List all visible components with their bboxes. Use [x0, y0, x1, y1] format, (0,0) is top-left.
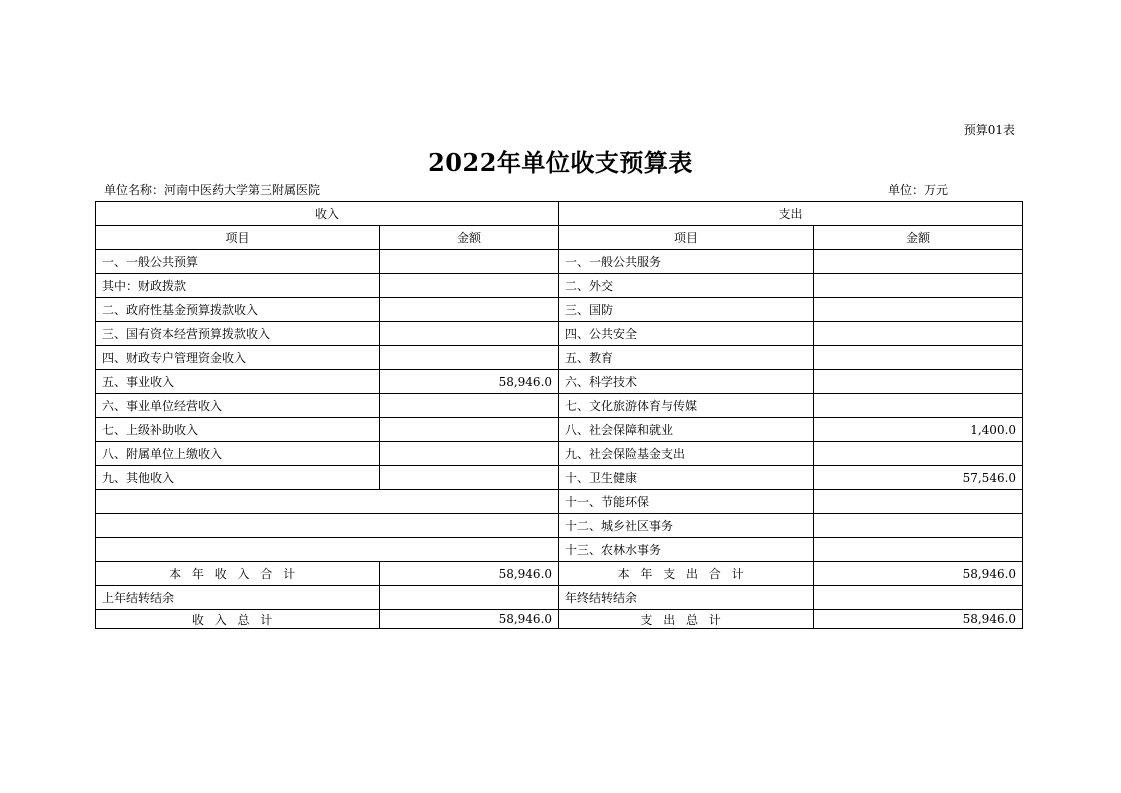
table-row — [96, 346, 1023, 370]
expense-amount — [814, 490, 1023, 514]
budget-table — [95, 201, 1023, 629]
table-row — [96, 418, 1023, 442]
income-item: 一、一般公共预算 — [96, 250, 380, 274]
carry-in-label: 上年结转结余 — [96, 586, 380, 610]
expense-amount — [814, 250, 1023, 274]
expense-amount — [814, 346, 1023, 370]
grand-total-row — [96, 610, 1023, 629]
expense-item: 九、社会保险基金支出 — [559, 442, 814, 466]
income-item: 七、上级补助收入 — [96, 418, 380, 442]
total-income: 58,946.0 — [380, 610, 559, 629]
expense-amount — [814, 370, 1023, 394]
expense-item: 一、一般公共服务 — [559, 250, 814, 274]
expense-amount — [814, 322, 1023, 346]
carry-in-amount — [380, 586, 559, 610]
income-item: 三、国有资本经营预算拨款收入 — [96, 322, 380, 346]
income-amount: 58,946.0 — [380, 370, 559, 394]
unit-name: 单位名称：河南中医药大学第三附属医院 — [104, 183, 321, 197]
table-row — [96, 466, 1023, 490]
empty-income-cell — [96, 538, 559, 562]
table-row — [96, 298, 1023, 322]
income-item: 二、政府性基金预算拨款收入 — [96, 298, 380, 322]
income-item: 四、财政专户管理资金收入 — [96, 346, 380, 370]
total-expense-label: 支出总计 — [559, 610, 814, 629]
income-amount — [380, 322, 559, 346]
income-amount — [380, 346, 559, 370]
expense-item-header: 项目 — [559, 226, 814, 250]
table-row — [96, 370, 1023, 394]
income-amount — [380, 466, 559, 490]
table-row — [96, 250, 1023, 274]
income-item: 八、附属单位上缴收入 — [96, 442, 380, 466]
expense-item: 八、社会保障和就业 — [559, 418, 814, 442]
income-amount — [380, 274, 559, 298]
expense-amount: 57,546.0 — [814, 466, 1023, 490]
expense-item: 四、公共安全 — [559, 322, 814, 346]
table-row — [96, 538, 1023, 562]
year-expense-total-label: 本年支出合计 — [559, 562, 814, 586]
expense-item: 二、外交 — [559, 274, 814, 298]
expense-item: 三、国防 — [559, 298, 814, 322]
income-item: 五、事业收入 — [96, 370, 380, 394]
expense-amount-header: 金额 — [814, 226, 1023, 250]
income-amount-header: 金额 — [380, 226, 559, 250]
table-row — [96, 274, 1023, 298]
income-amount — [380, 298, 559, 322]
expense-item: 十三、农林水事务 — [559, 538, 814, 562]
total-expense: 58,946.0 — [814, 610, 1023, 629]
income-amount — [380, 250, 559, 274]
year-total-row — [96, 562, 1023, 586]
income-item: 九、其他收入 — [96, 466, 380, 490]
expense-item: 十一、节能环保 — [559, 490, 814, 514]
table-row — [96, 394, 1023, 418]
currency-unit: 单位：万元 — [888, 183, 949, 197]
table-row — [96, 490, 1023, 514]
expense-amount — [814, 394, 1023, 418]
expense-amount — [814, 514, 1023, 538]
year-expense-total: 58,946.0 — [814, 562, 1023, 586]
expense-item: 五、教育 — [559, 346, 814, 370]
expense-amount: 1,400.0 — [814, 418, 1023, 442]
year-income-total-label: 本年收入合计 — [96, 562, 380, 586]
total-income-label: 收入总计 — [96, 610, 380, 629]
carryover-row — [96, 586, 1023, 610]
expense-amount — [814, 538, 1023, 562]
income-amount — [380, 418, 559, 442]
expense-amount — [814, 274, 1023, 298]
page-title: 2022年单位收支预算表 — [428, 148, 693, 177]
income-item: 六、事业单位经营收入 — [96, 394, 380, 418]
income-item: 其中：财政拨款 — [96, 274, 380, 298]
expense-item: 七、文化旅游体育与传媒 — [559, 394, 814, 418]
income-section-header: 收入 — [96, 202, 559, 226]
document-code: 预算01表 — [963, 123, 1015, 137]
table-row — [96, 514, 1023, 538]
expense-item: 十二、城乡社区事务 — [559, 514, 814, 538]
column-header-row — [96, 226, 1023, 250]
year-income-total: 58,946.0 — [380, 562, 559, 586]
expense-item: 十、卫生健康 — [559, 466, 814, 490]
carry-out-label: 年终结转结余 — [559, 586, 814, 610]
income-amount — [380, 442, 559, 466]
income-amount — [380, 394, 559, 418]
expense-amount — [814, 298, 1023, 322]
section-header-row — [96, 202, 1023, 226]
empty-income-cell — [96, 514, 559, 538]
expense-item: 六、科学技术 — [559, 370, 814, 394]
income-item-header: 项目 — [96, 226, 380, 250]
empty-income-cell — [96, 490, 559, 514]
expense-amount — [814, 442, 1023, 466]
table-row — [96, 322, 1023, 346]
expense-section-header: 支出 — [559, 202, 1023, 226]
carry-out-amount — [814, 586, 1023, 610]
table-row — [96, 442, 1023, 466]
